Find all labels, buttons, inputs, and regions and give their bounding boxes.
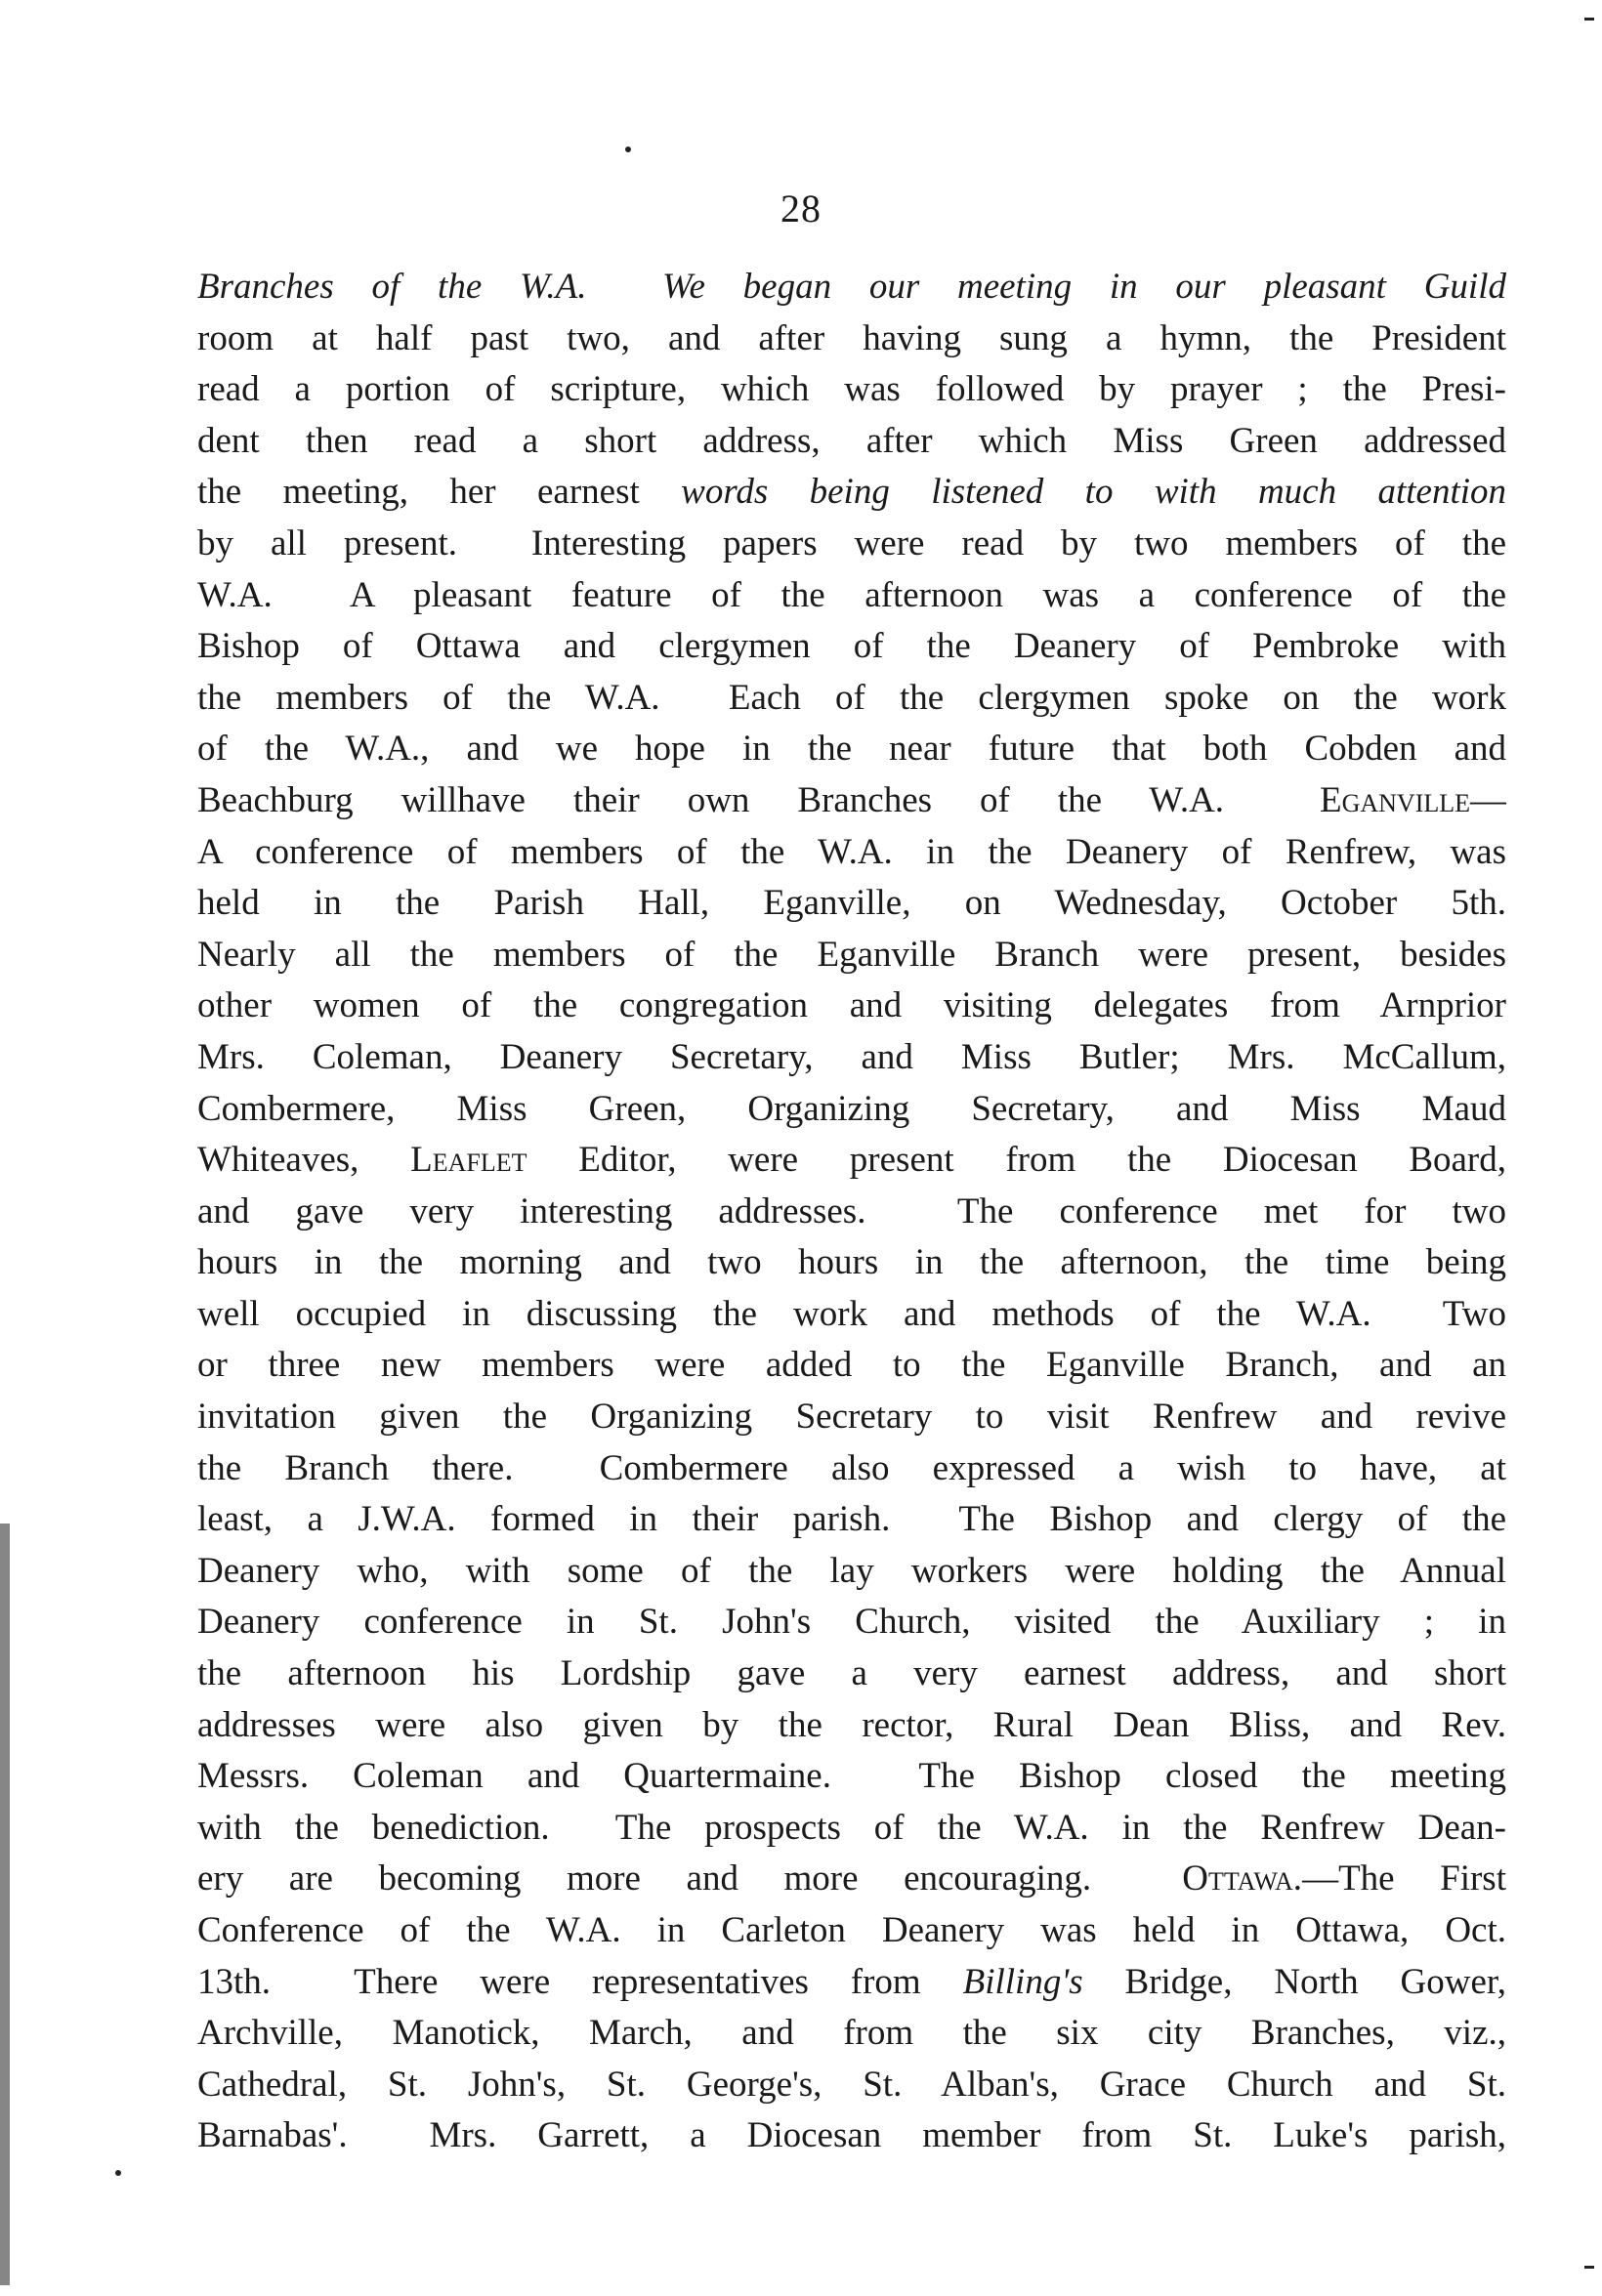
text-line xyxy=(197,2008,1506,2060)
text-line xyxy=(197,1854,1506,1905)
stray-mark xyxy=(115,2170,121,2176)
text-segment: Barnabas'. Mrs. Garrett, a Diocesan member from St. Luke's parish, xyxy=(197,2115,1506,2156)
text-segment: read a portion of scripture, which was followed by prayer ; the Presi- xyxy=(197,369,1506,410)
text-segment: or three new members were added to the Eganville Branch, and an xyxy=(197,1345,1506,1386)
text-line xyxy=(197,878,1506,930)
text-segment: words being listened to with much attention xyxy=(681,472,1506,513)
text-line xyxy=(197,775,1506,827)
text-segment: of the W.A., and we hope in the near future that both Cobden and xyxy=(197,729,1506,770)
text-segment: Branches of the W.A. xyxy=(197,267,663,307)
text-segment: Editor, were present from the Diocesan Board, xyxy=(527,1140,1506,1181)
text-line xyxy=(197,416,1506,468)
text-segment: addresses were also given by the rector, Rural Dean Bliss, and Rev. xyxy=(197,1704,1506,1745)
text-line xyxy=(197,724,1506,775)
text-line xyxy=(197,1700,1506,1752)
text-line xyxy=(197,1237,1506,1289)
text-segment: by all present. Interesting papers were read by two members of the xyxy=(197,522,1506,564)
text-segment: Cathedral, St. John's, St. George's, St. Alban's, Grace Church and St. xyxy=(197,2064,1506,2105)
text-segment: Ottawa. xyxy=(1182,1858,1303,1899)
text-line xyxy=(197,2060,1506,2111)
text-segment: Combermere, Miss Green, Organizing Secretary, and Miss Maud xyxy=(197,1088,1506,1129)
text-segment: room at half past two, and after having sung a hymn, the President xyxy=(197,317,1506,358)
text-line xyxy=(197,1546,1506,1598)
text-segment: other women of the congregation and visiting delegates from Arnprior xyxy=(197,985,1506,1026)
text-segment: Eganville— xyxy=(1319,779,1506,820)
text-line xyxy=(197,930,1506,981)
text-line xyxy=(197,1751,1506,1803)
text-segment: dent then read a short address, after which Miss Green addressed xyxy=(197,420,1506,461)
text-segment: Mrs. Coleman, Deanery Secretary, and Miss Butler; Mrs. McCallum, xyxy=(197,1036,1506,1077)
text-segment: Archville, Manotick, March, and from the six city Branches, viz., xyxy=(197,2013,1506,2054)
text-line xyxy=(197,1032,1506,1084)
text-line xyxy=(197,2110,1506,2162)
text-segment: —The First xyxy=(1302,1858,1506,1899)
margin-mark xyxy=(1584,2266,1594,2269)
text-segment: invitation given the Organizing Secretary to visit Renfrew and revive xyxy=(197,1397,1506,1438)
margin-mark xyxy=(1584,18,1594,21)
text-line xyxy=(197,827,1506,879)
text-segment: the Branch there. Combermere also expressed a wish to have, at xyxy=(197,1447,1506,1488)
text-segment: Whiteaves, xyxy=(197,1140,411,1181)
body-text xyxy=(197,262,1506,2162)
text-line xyxy=(197,1494,1506,1546)
text-segment: Leaflet xyxy=(410,1140,527,1181)
text-segment: Nearly all the members of the Eganville Branch were present, besides xyxy=(197,934,1506,975)
text-segment: the members of the W.A. Each of the clergymen spoke on the work xyxy=(197,677,1506,718)
text-segment: A conference of members of the W.A. in the Deanery of Renfrew, was xyxy=(197,831,1506,872)
text-line xyxy=(197,1803,1506,1855)
text-line xyxy=(197,1289,1506,1341)
text-line xyxy=(197,1443,1506,1495)
text-segment: Beachburg willhave their own Branches of the W.A. xyxy=(197,779,1320,820)
text-segment: the meeting, her earnest xyxy=(197,472,682,513)
text-segment: well occupied in discussing the work and methods of the W.A. Two xyxy=(197,1293,1506,1334)
text-segment: the afternoon his Lordship gave a very earnest address, and short xyxy=(197,1653,1506,1694)
text-line xyxy=(197,1957,1506,2009)
text-line xyxy=(197,364,1506,416)
text-segment: Conference of the W.A. in Carleton Deanery was held in Ottawa, Oct. xyxy=(197,1910,1506,1950)
text-line xyxy=(197,673,1506,725)
text-line xyxy=(197,1084,1506,1136)
text-segment: 13th. There were representatives from xyxy=(197,1961,963,2002)
text-segment: Messrs. Coleman and Quartermaine. The Bishop closed the meeting xyxy=(197,1756,1506,1797)
text-segment: Deanery who, with some of the lay workers were holding the Annual xyxy=(197,1550,1506,1591)
text-segment: with the benediction. The prospects of the W.A. in the Renfrew Dean- xyxy=(197,1807,1506,1848)
text-segment: hours in the morning and two hours in the afternoon, the time being xyxy=(197,1242,1506,1283)
text-line xyxy=(197,467,1506,519)
text-line xyxy=(197,570,1506,622)
text-segment: Bridge, North Gower, xyxy=(1082,1961,1506,2002)
text-segment: Bishop of Ottawa and clergymen of the Deanery of Pembroke with xyxy=(197,626,1506,667)
text-line xyxy=(197,313,1506,365)
text-line xyxy=(197,1392,1506,1443)
text-segment: Deanery conference in St. John's Church, visited the Auxiliary ; in xyxy=(197,1602,1506,1643)
text-segment: Billing's xyxy=(962,1961,1083,2002)
text-segment: W.A. A pleasant feature of the afternoon was a conference of the xyxy=(197,574,1506,615)
text-line xyxy=(197,519,1506,570)
stray-mark xyxy=(625,146,631,152)
text-segment: We began our meeting in our pleasant Guild xyxy=(662,267,1506,307)
text-segment: least, a J.W.A. formed in their parish. The Bishop and clergy of the xyxy=(197,1499,1506,1540)
text-line xyxy=(197,621,1506,673)
text-segment: ery are becoming more and more encouraging. xyxy=(197,1858,1183,1899)
text-line xyxy=(197,1340,1506,1392)
binding-edge-shadow xyxy=(0,1524,10,2285)
page-number: 28 xyxy=(780,187,822,230)
text-line xyxy=(197,262,1506,313)
text-line xyxy=(197,1187,1506,1238)
text-line xyxy=(197,1597,1506,1649)
text-segment: held in the Parish Hall, Eganville, on Wednesday, October 5th. xyxy=(197,883,1506,924)
text-line xyxy=(197,1905,1506,1957)
text-segment: and gave very interesting addresses. The conference met for two xyxy=(197,1190,1506,1231)
text-line xyxy=(197,1649,1506,1700)
text-line xyxy=(197,981,1506,1032)
text-line xyxy=(197,1135,1506,1187)
